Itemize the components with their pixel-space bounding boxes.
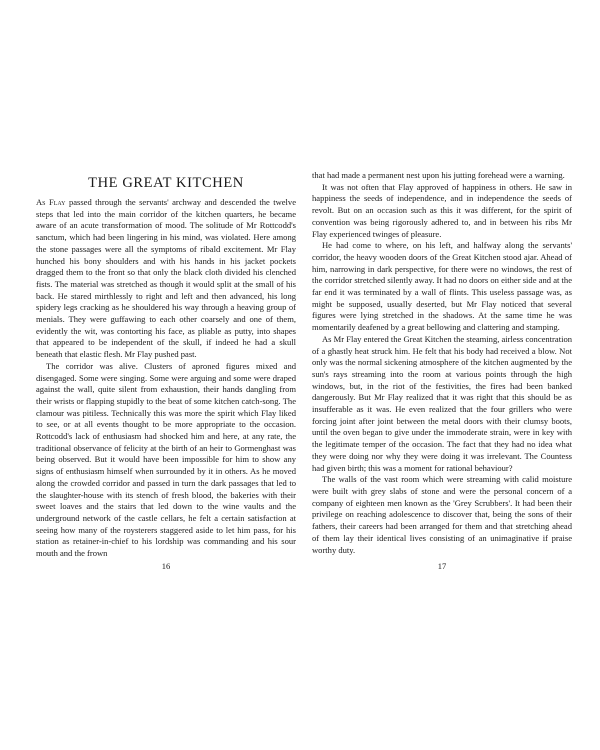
paragraph: The walls of the vast room which were streaming with calid moisture were built with grey slabs of stone and were the personal concern of a company of eighteen men known as the 'Grey Scrubbers'. It had been their privilege on reaching adolescence to discover that, being the sons of their fathers, their careers had been arranged for them and that stretching ahead of them lay their identical lives consisting of an unimaginative if praise worthy duty.: [312, 474, 572, 555]
page-number: 16: [161, 561, 171, 571]
paragraph: [36, 197, 296, 361]
opening-small-caps: As Flay: [36, 197, 66, 207]
paragraph: As Mr Flay entered the Great Kitchen the steaming, airless concentration of a ghastly heat struck him. He felt that his body had received a blow. Not only was the normal sickening atmosphere of the kitchen augmented by the sun's rays streaming into the room at various points through the high windows, but, in the riot of the festivities, the fires had been banked dangerously. But Mr Flay realized that it was right that this should be as insufferable as it was. He even realized that the four grillers who were forcing joint after joint between the metal doors with their clumsy boots, until the oven began to give under the immoderate strain, were in key with the legitimate temper of the occasion. The fact that they had no idea what they were doing nor why they were doing it was irrelevant. The Countess had given birth; this was a moment for rational behaviour?: [312, 333, 572, 473]
paragraph: He had come to where, on his left, and halfway along the servants' corridor, the heavy wooden doors of the Great Kitchen stood ajar. Ahead of him, narrowing in dark perspective, for there were no windows, the rest of the corridor stretched silently away. It had no doors on either side and at the far end it was terminated by a wall of flints. This useless passage was, as might be supposed, usually deserted, but Mr Flay noticed that several figures were lying stretched in the shadows. At the same time he was momentarily deafened by a great bellowing and clattering and stamping.: [312, 240, 572, 333]
left-page-body: [36, 197, 296, 560]
paragraph: It was not often that Flay approved of happiness in others. He saw in happiness the seeds of independence, and in independence the seeds of revolt. But on an occasion such as this it was different, for the spirit of convention was being rigorously adhered to, and in between his ribs Mr Flay experienced twinges of pleasure.: [312, 181, 572, 239]
paragraph: that had made a permanent nest upon his jutting forehead were a warning.: [312, 170, 565, 180]
page-number: 17: [437, 561, 447, 571]
paragraph-text: passed through the servants' archway and descended the twelve steps that led into the main corridor of the kitchen quarters, he became aware of an acute transformation of mood. The solitude of Mr Rottcodd's sanctum, which had been lingering in his mind, was violated. Here among the stone passages were all the symptoms of ribald excitement. Mr Flay hunched his bony shoulders and with his hands in his jacket pockets dragged them to the front so that only the black cloth divided his clenched fists. The material was stretched as though it would split at the small of his back. He stared mirthlessly to right and left and then advanced, his long spidery legs cracking as he shouldered his way through a heaving group of menials. They were guffawing to each other coarsely and one of them, evidently the wit, was contorting his face, as pliable as putty, into shapes that appeared to be independent of the skull, if indeed he had a skull beneath that elastic flesh. Mr Flay pushed past.: [36, 197, 296, 360]
right-page-body: [312, 170, 572, 556]
chapter-title: THE GREAT KITCHEN: [88, 175, 244, 191]
paragraph: The corridor was alive. Clusters of aproned figures mixed and disengaged. Some were singing. Some were arguing and some were draped against the wall, quite silent from exhaustion, their hands dangling from their wrists or flapping stupidly to the beat of some kitchen catch-song. The clamour was pitiless. Technically this was more the spirit which Flay liked to see, or at all events thought to be more appropriate to the occasion. Rottcodd's lack of enthusiasm had shocked him and here, at any rate, the traditional observance of felicity at the birth of an heir to Gormenghast was being observed. But it would have been impossible for him to show any signs of enthusiasm himself when surrounded by it in others. As he moved along the crowded corridor and passed in turn the dark passages that led to the slaughter-house with its stench of fresh blood, the bakeries with their sweet loaves and the stairs that led down to the wine vaults and the underground network of the castle cellars, he felt a certain satisfaction at seeing how many of the roysterers staggered aside to let him pass, for his station as retainer-in-chief to his lordship was commanding and his sour mouth and the frown: [36, 360, 296, 559]
